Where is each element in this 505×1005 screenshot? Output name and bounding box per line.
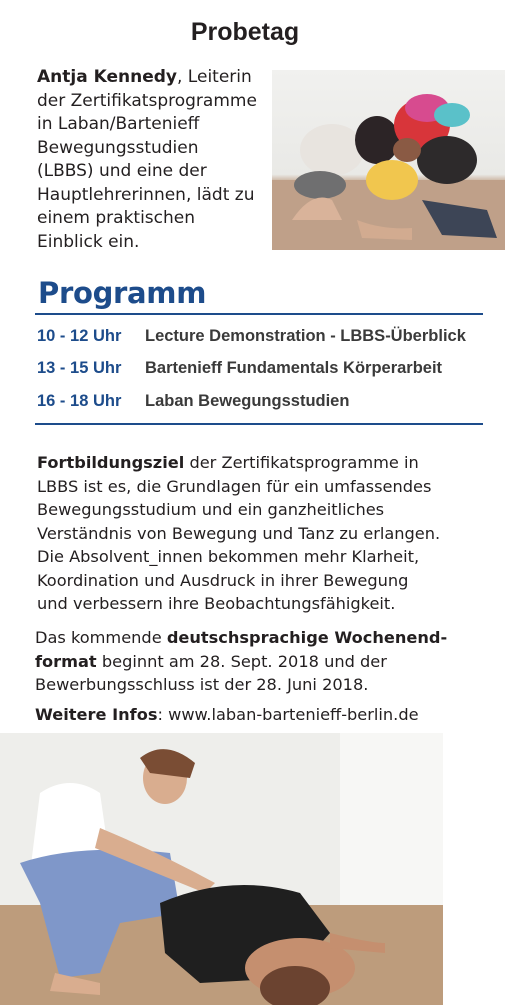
intro-line: in Laban/Bartenieff bbox=[37, 114, 200, 134]
format-text: Bewerbungsschluss ist der 28. Juni 2018. bbox=[35, 675, 369, 694]
bodywork-illustration bbox=[0, 733, 443, 1005]
goal-line: LBBS ist es, die Grundlagen für ein umfassendes bbox=[37, 476, 432, 496]
program-heading: Programm bbox=[38, 276, 207, 310]
goal-line: Die Absolvent_innen bekommen mehr Klarheit, bbox=[37, 547, 420, 566]
more-info bbox=[35, 703, 495, 727]
intro-line: der Zertifikatsprogramme bbox=[37, 90, 257, 111]
intro-line: (LBBS) und eine der bbox=[37, 161, 207, 181]
schedule-title: Laban Bewegungsstudien bbox=[145, 392, 350, 410]
intro-line: , Leiterin bbox=[177, 67, 252, 87]
goal-line: Koordination und Ausdruck in ihrer Bewegung bbox=[37, 570, 409, 590]
program-top-rule bbox=[35, 313, 483, 315]
schedule-time: 10 - 12 Uhr bbox=[37, 327, 122, 345]
goal-line: der Zertifikatsprogramme in bbox=[184, 453, 419, 472]
more-info-label: Weitere Infos bbox=[35, 705, 158, 724]
instructor-name: Antja Kennedy bbox=[37, 67, 177, 87]
schedule-time: 16 - 18 Uhr bbox=[37, 392, 122, 410]
intro-line: Bewegungsstudien bbox=[37, 137, 199, 158]
program-bottom-rule bbox=[35, 423, 483, 425]
page-title: Probetag bbox=[190, 18, 300, 46]
intro-line: Hauptlehrerinnen, lädt zu bbox=[37, 184, 255, 205]
bodywork-photo bbox=[0, 733, 443, 1005]
goal-line: Bewegungsstudium und ein ganzheitliches bbox=[37, 500, 385, 519]
format-paragraph bbox=[35, 626, 495, 697]
intro-text bbox=[37, 66, 267, 254]
schedule-title: Bartenieff Fundamentals Körperarbeit bbox=[145, 359, 443, 377]
group-dance-illustration bbox=[272, 70, 505, 250]
format-text: beginnt am 28. Sept. 2018 und der bbox=[96, 651, 387, 671]
intro-line: einem praktischen bbox=[37, 208, 196, 228]
format-bold: format bbox=[35, 651, 97, 671]
format-text: Das kommende bbox=[35, 628, 167, 647]
schedule-title: Lecture Demonstration - LBBS-Überblick bbox=[145, 327, 466, 345]
more-info-sep: : bbox=[157, 705, 169, 724]
intro-line: Einblick ein. bbox=[37, 231, 140, 252]
goal-paragraph bbox=[37, 451, 487, 616]
goal-label: Fortbildungsziel bbox=[37, 453, 185, 472]
format-bold: deutschsprachige Wochenend- bbox=[166, 628, 448, 647]
group-dance-photo bbox=[272, 70, 505, 250]
goal-line: Verständnis von Bewegung und Tanz zu erlangen. bbox=[37, 523, 441, 543]
website-link[interactable]: www.laban-bartenieff-berlin.de bbox=[168, 705, 419, 724]
goal-line: und verbessern ihre Beobachtungsfähigkeit. bbox=[37, 594, 396, 613]
schedule-time: 13 - 15 Uhr bbox=[37, 359, 122, 377]
